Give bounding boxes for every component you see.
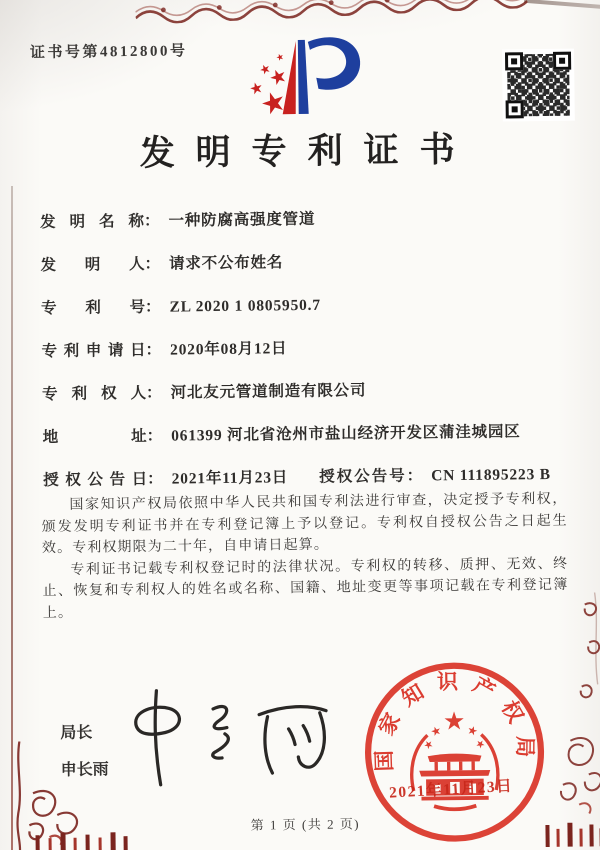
field-label: 发明人: [40, 255, 145, 275]
field-value: 2020年08月12日: [170, 340, 288, 359]
field-grant-publication-number: 授权公告号： CN 111895223 B: [319, 465, 551, 486]
field-row-address: 地址： 061399 河北省沧州市盐山经济开发区蒲洼城园区: [42, 423, 521, 447]
field-value: 河北友元管道制造有限公司: [170, 382, 367, 402]
cnipa-logo-icon: [226, 27, 403, 135]
field-row-invention-name: 发明名称： 一种防腐高强度管道: [39, 210, 316, 232]
field-value: ZL 2020 1 0805950.7: [169, 296, 321, 316]
field-row-grant-date: 授权公告日： 2021年11月23日 授权公告号： CN 111895223 B: [43, 462, 575, 511]
field-value: 061399 河北省沧州市盐山经济开发区蒲洼城园区: [171, 423, 521, 445]
qr-finder-topright: [553, 52, 571, 70]
field-label: 专利申请日: [41, 341, 146, 361]
page-number: 第 1 页 (共 2 页): [250, 816, 361, 833]
legal-paragraph-1: 国家知识产权局依照中华人民共和国专利法进行审查，决定授予专利权，颁发发明专利证书并在专利登记簿上予以登记。专利权自授权公告之日起生效。专利权期限为二十年，自申请日起算。: [41, 491, 568, 557]
field-list: [40, 204, 576, 511]
logo-p-bowl: [308, 37, 361, 90]
director-title: 局长: [60, 724, 93, 742]
field-row-patent-number: 专利号： ZL 2020 1 0805950.7: [40, 296, 321, 318]
field-row-patentee: 专利权人： 河北友元管道制造有限公司: [42, 382, 367, 404]
top-ornament-border: [135, 0, 527, 25]
seal-ring-text: 国家知识产权局: [371, 669, 538, 772]
page-title: 发明专利证书: [139, 129, 476, 173]
qr-finder-topleft: [505, 52, 523, 70]
field-label: 授权公告号: [319, 467, 407, 486]
field-label: 地址: [42, 427, 147, 447]
field-label: 发明名称: [39, 212, 145, 232]
legal-paragraph-2: 专利证书记载专利权登记时的法律状况。专利权的转移、质押、无效、终止、恢复和专利权人的姓名或名称、国籍、地址变更等事项记载在专利登记簿上。: [42, 556, 569, 621]
field-value: 请求不公布姓名: [168, 254, 284, 273]
qr-code-icon: [502, 49, 575, 122]
field-label: 专利号: [40, 298, 146, 318]
legal-text: [41, 489, 569, 624]
field-row-inventor: 发明人： 请求不公布姓名: [40, 247, 572, 296]
seal-date-stamp: 2021年11月23日: [388, 777, 514, 802]
field-value: 2021年11月23日: [171, 469, 289, 488]
field-label: 专利权人: [42, 384, 147, 404]
qr-finder-bottomleft: [506, 100, 524, 118]
director-name: 申长雨: [60, 761, 109, 779]
bottom-left-ornament: [4, 740, 155, 850]
bottom-right-ornament: [525, 592, 600, 847]
field-label: 授权公告日: [43, 470, 148, 490]
field-value: 一种防腐高强度管道: [168, 210, 316, 230]
logo-red-wedge: [282, 41, 297, 114]
field-row-filing-date: 专利申请日： 2020年08月12日: [41, 333, 573, 382]
field-value: CN 111895223 B: [431, 465, 551, 485]
certificate-number: 证书号第4812800号: [29, 43, 188, 62]
